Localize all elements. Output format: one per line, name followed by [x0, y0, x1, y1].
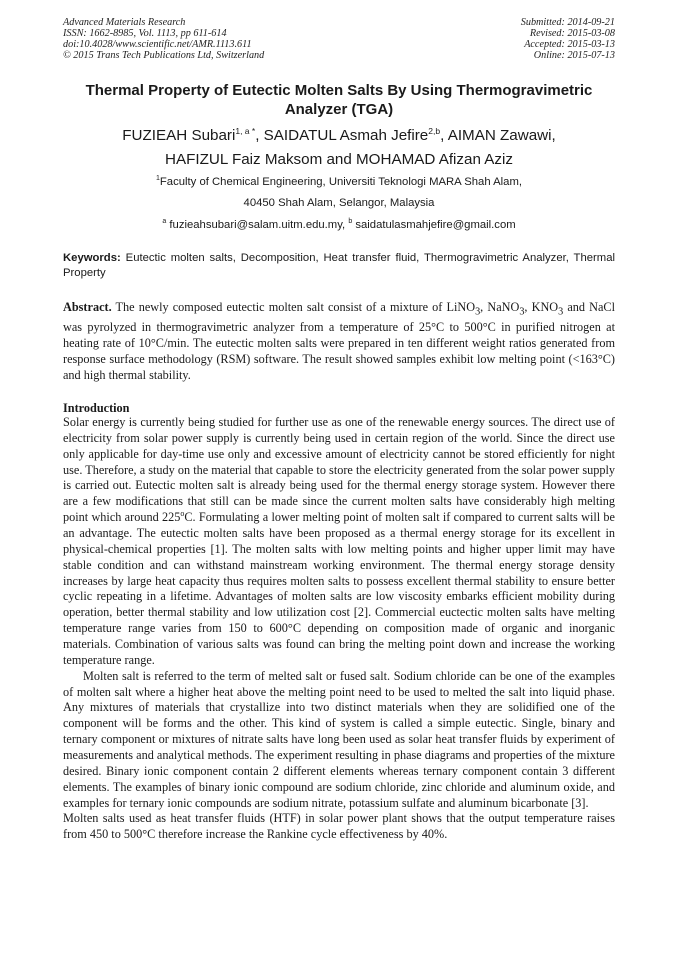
keywords-label: Keywords:	[63, 252, 121, 264]
paragraph-2: Molten salt is referred to the term of melted salt or fused salt. Sodium chloride can be one of the examples of molten salt where a higher heat above the melting point need to be used to melted the salt into liquid phase. Any mixtures of materials that crystallize into two distinct materials when they are solidified one of the component will be forms and the other. This kind of system is called a simple eutectic. Single, binary and ternary component or mixtures of nitrate salts have long been used as solar heat transfer fluids by experiment of measurements and analytical methods. The experiment resulting in phase diagrams and properties of the mixture desired. Binary ionic component contain 2 different elements whereas ternary component contain 3 different elements. The examples of binary ionic compound are sodium chloride, zinc chloride and aluminum oxide, and examples for ternary ionic compounds are sodium nitrate, potassium sulfate and aluminum bicarbonate [3].	[63, 668, 615, 810]
online-date: Online: 2015-07-13	[533, 50, 615, 61]
journal-issn: ISSN: 1662-8985, Vol. 1113, pp 611-614	[63, 28, 227, 39]
submitted-date: Submitted: 2014-09-21	[520, 17, 615, 28]
abstract-text: , KNO	[524, 300, 559, 314]
journal-copyright: © 2015 Trans Tech Publications Ltd, Switzerland	[63, 50, 265, 61]
title-line-1: Thermal Property of Eutectic Molten Salts By Using Thermogravimetric	[85, 82, 593, 99]
affiliation-text: Faculty of Chemical Engineering, Universiti Teknologi MARA Shah Alam,	[159, 176, 522, 188]
author-3: AIMAN Zawawi,	[447, 127, 556, 144]
paragraph-text: C. Formulating a lower melting point of molten salt if compared to current salts will be an advantage. The eutectic molten salts have been proposed as a thermal energy storage for its excellent in physical-chemical properties [1]. The molten salts with low melting points and higher upper limit may have stable condition and can withstand mainstream working environment. The thermal energy storage density increases by large heat capacity thus requires molten salts to possess excellent thermal stability to ensure better cyclic repeating in a lifetime. Advantages of molten salts are low viscosity embarks efficient mobility during operation, better thermal stability and low utilization cost [2]. Commercial euctectic molten salts have melting temperature range varies from 150 to 600°C depending on composition made of organic and inorganic materials. Combination of various salts was found can bring the melting point down and increase the working temperature range.	[63, 510, 615, 667]
journal-doi: doi:10.4028/www.scientific.net/AMR.1113.611	[63, 39, 252, 50]
author-line-2: HAFIZUL Faiz Maksom and MOHAMAD Afizan Aziz	[165, 151, 513, 168]
author-2-affil: 2,b	[428, 126, 441, 136]
author-emails	[30, 218, 648, 232]
email-a: fuzieahsubari@salam.uitm.edu.my,	[169, 219, 346, 231]
paragraph-3: Molten salts used as heat transfer fluids (HTF) in solar power plant shows that the output temperature raises from 450 to 500°C therefore increase the Rankine cycle effectiveness by 40%.	[63, 811, 615, 842]
email-b-marker: b	[348, 218, 353, 225]
abstract	[63, 300, 615, 384]
paragraph-1	[63, 415, 615, 669]
introduction-body	[63, 415, 615, 843]
subscript: 3	[558, 306, 564, 318]
author-list	[30, 124, 648, 172]
affiliation-marker: 1	[156, 175, 160, 182]
keywords	[63, 251, 615, 281]
degree-superscript: o	[180, 509, 185, 519]
paragraph-text: Solar energy is currently being studied for further use as one of the renewable energy sources. The direct use of electricity from solar power supply is currently being used in certain region of the world. Since the direct use only applicable for day-time use only and excessive amount of electricity cannot be stored efficiently for night use. Therefore, a study on the material that capable to store the electricity generated from the solar power supply is carried out. Eutectic molten salt is already being used for the thermal energy storage system. However there are a few modifications that still can be made since the current molten salts have considerably high melting point which around 225	[63, 415, 615, 525]
abstract-text: The newly composed eutectic molten salt consist of a mixture of LiNO	[115, 300, 476, 314]
introduction-heading: Introduction	[63, 401, 130, 415]
revised-date: Revised: 2015-03-08	[529, 28, 615, 39]
paper-title	[40, 81, 638, 119]
submission-dates	[521, 17, 615, 61]
abstract-text: and NaCl was pyrolyzed in thermogravimetric analyzer from a temperature of 25°C to 500°C in purified nitrogen at heating rate of 10°C/min. The eutectic molten salts were prepared in ten different weight ratios generated from response surface methodology (RSM) software. The result showed samples exhibit low melting point (<163°C) and high thermal stability.	[63, 300, 615, 382]
affiliation-line-2: 40450 Shah Alam, Selangor, Malaysia	[243, 197, 435, 209]
author-2: SAIDATUL Asmah Jefire	[263, 127, 429, 144]
subscript: 3	[475, 306, 481, 318]
abstract-text: , NaNO	[480, 300, 520, 314]
author-1: FUZIEAH Subari	[122, 127, 236, 144]
accepted-date: Accepted: 2015-03-13	[524, 39, 615, 50]
keywords-text: Eutectic molten salts, Decomposition, Heat transfer fluid, Thermogravimetric Analyzer, Thermal Property	[63, 252, 615, 279]
author-line-1: FUZIEAH Subari$^{1, a *}$, SAIDATUL Asmah Jefire$^{2,b}$, AIMAN Zawawi,	[122, 126, 556, 144]
subscript: 3	[519, 306, 525, 318]
abstract-label: Abstract.	[63, 300, 112, 314]
email-b: saidatulasmahjefire@gmail.com	[355, 219, 516, 231]
journal-info	[63, 17, 264, 61]
journal-name: Advanced Materials Research	[63, 17, 186, 28]
author-1-affil: 1, a *	[235, 126, 256, 136]
email-a-marker: a	[162, 218, 167, 225]
title-line-2: Analyzer (TGA)	[284, 101, 394, 118]
affiliation-line-1	[30, 175, 648, 189]
